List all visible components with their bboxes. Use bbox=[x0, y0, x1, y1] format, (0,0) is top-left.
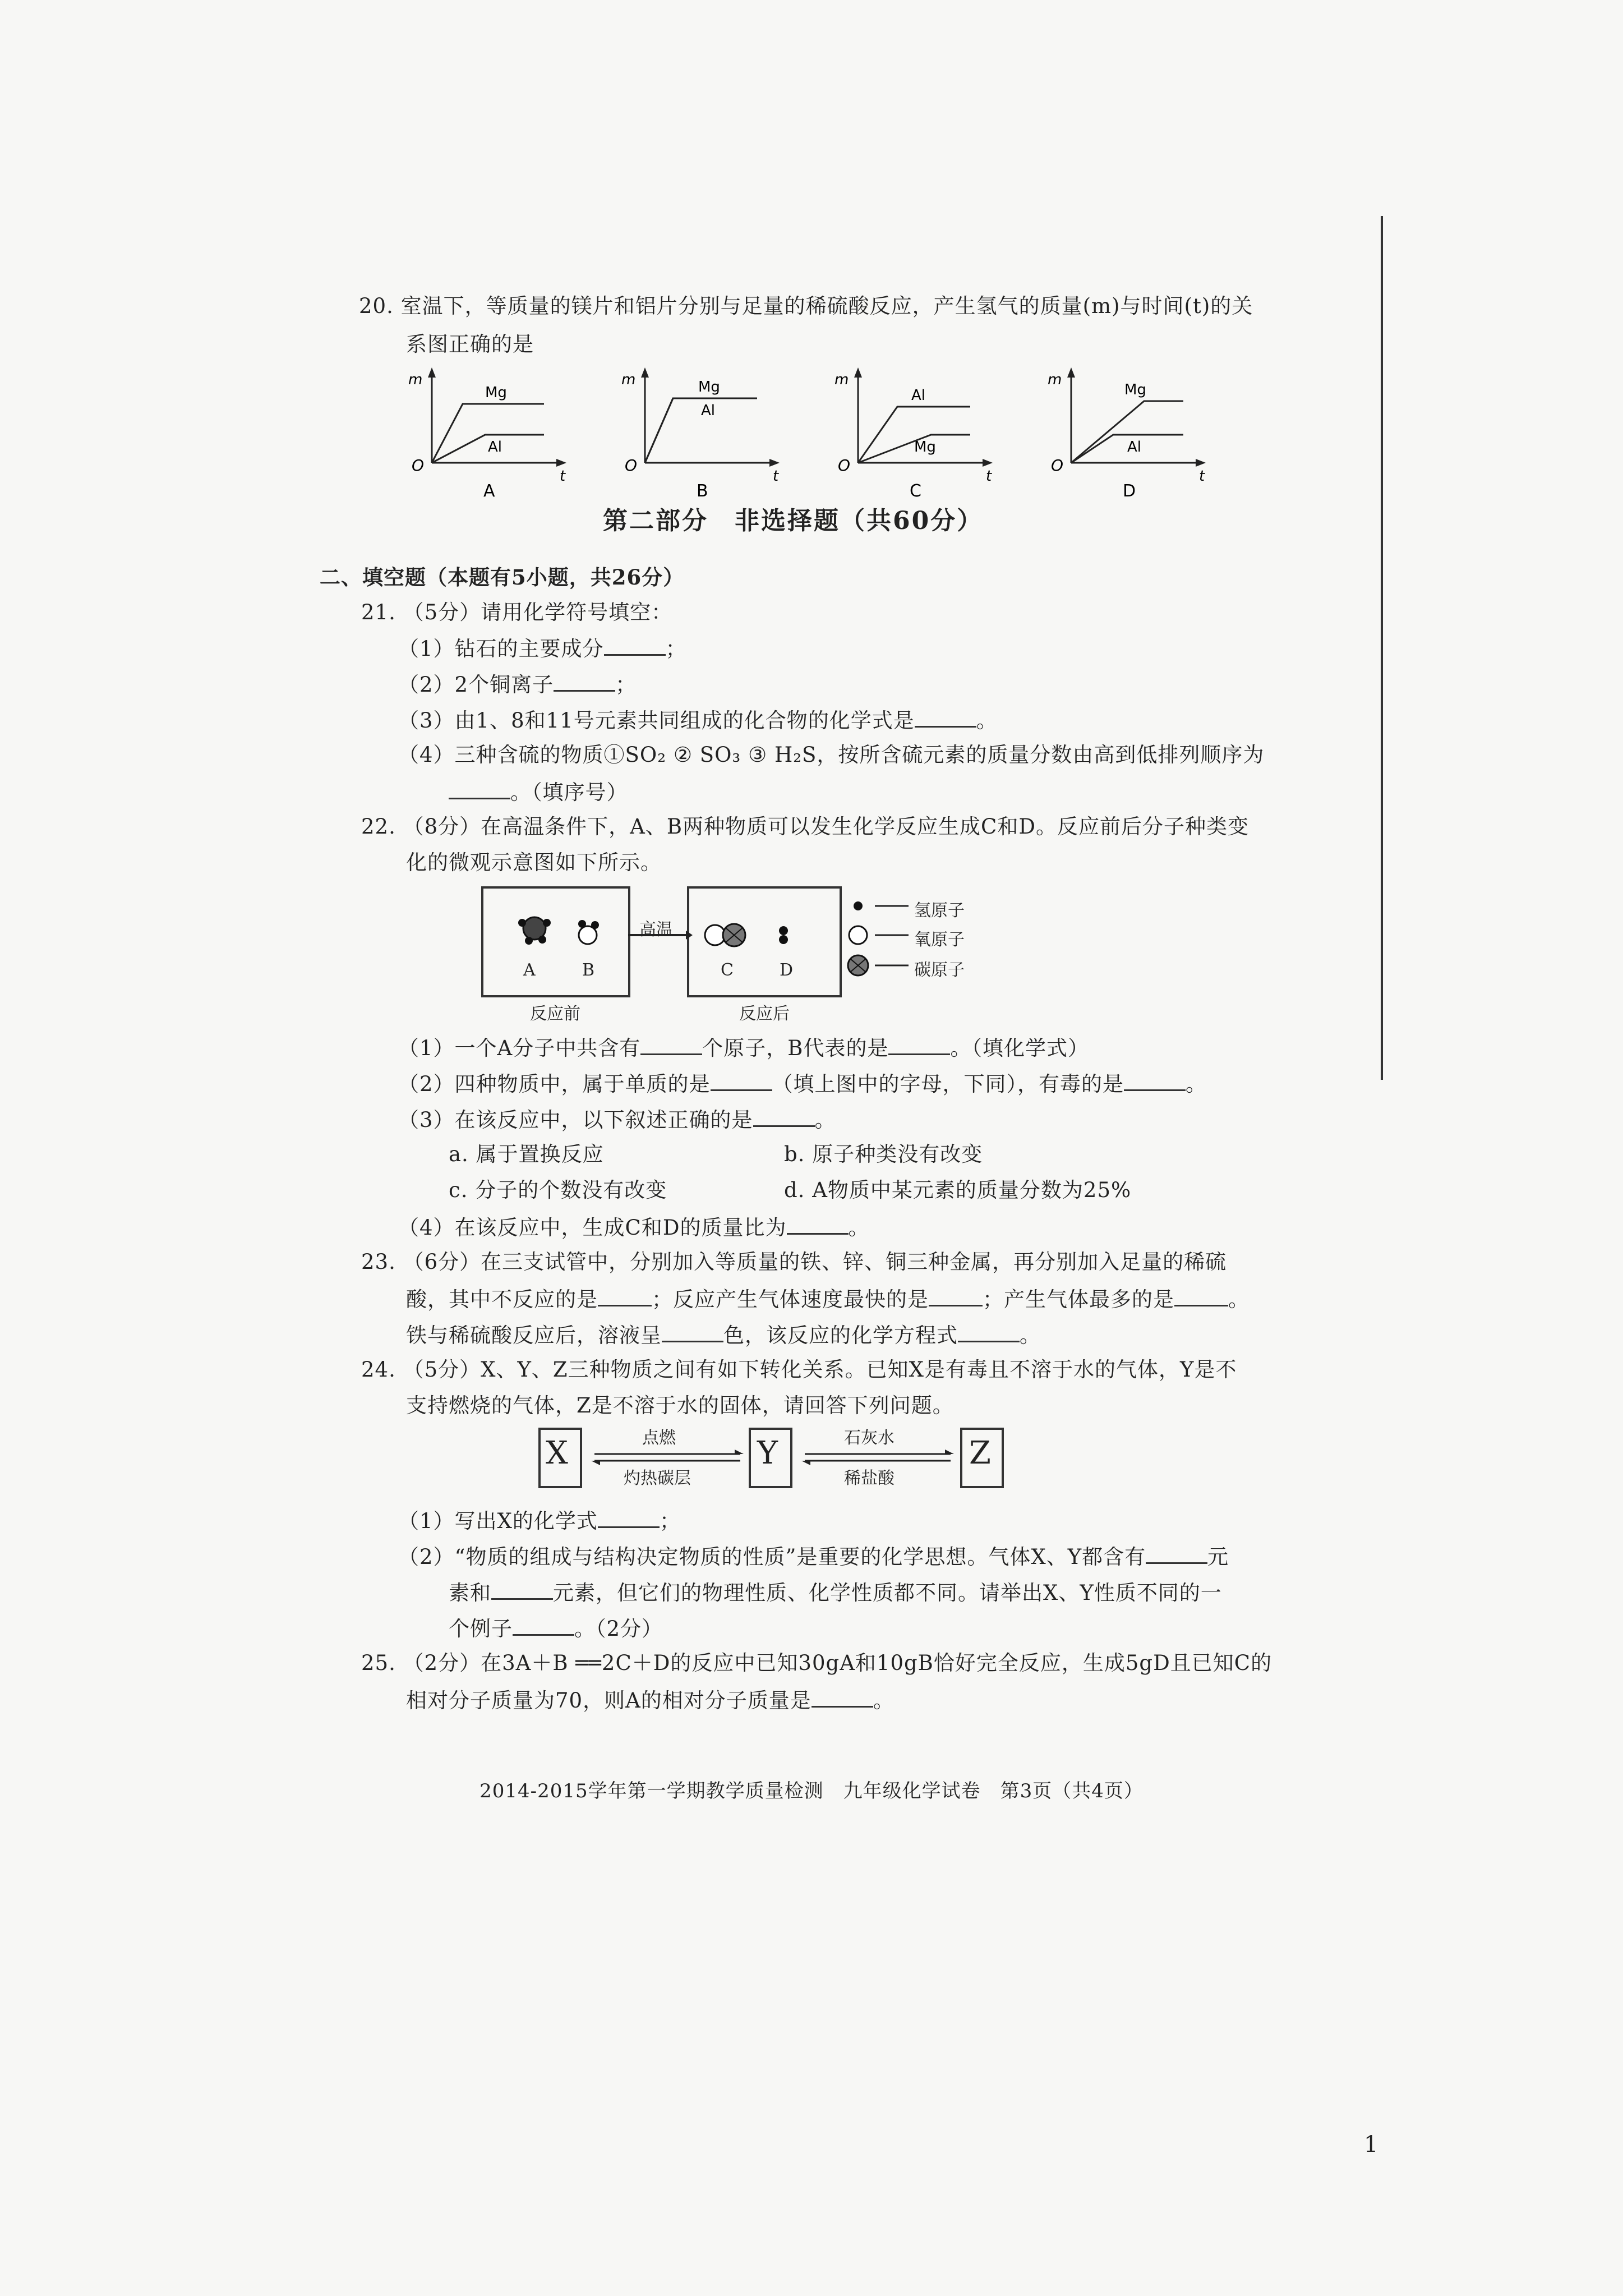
q21-item2: （2）2个铜离子 ； bbox=[398, 670, 637, 698]
graph-A bbox=[408, 367, 566, 501]
page-footer: 2014-2015学年第一学期教学质量检测 九年级化学试卷 第3页（共4页） bbox=[479, 1780, 1144, 1802]
arrow2-top: 石灰水 bbox=[844, 1428, 895, 1448]
q22-opt-a: a. 属于置换反应 bbox=[449, 1142, 604, 1166]
label-B: B bbox=[582, 960, 595, 980]
graph-D-x-label: t bbox=[1199, 468, 1205, 485]
q20-line2: 系图正确的是 bbox=[406, 332, 534, 356]
graph-A-origin: O bbox=[412, 456, 425, 475]
q22-sub2: （2）四种物质中，属于单质的是 （填上图中的字母，下同），有毒的是 。 bbox=[398, 1069, 1207, 1098]
q25-line1: 25. （2分）在3A＋B ══2C＋D的反应中已知30gA和10gB恰好完全反应，生成5gD且已知C的 bbox=[361, 1651, 1272, 1675]
q22-sub4: （4）在该反应中，生成C和D的质量比为 。 bbox=[398, 1213, 870, 1241]
graph-C-upper-label: Al bbox=[911, 387, 926, 404]
q22-line2: 化的微观示意图如下所示。 bbox=[406, 850, 662, 875]
graph-C bbox=[834, 367, 993, 501]
graph-B bbox=[621, 367, 780, 501]
q21-item4-line2: 。（填序号） bbox=[449, 777, 628, 806]
binding-line bbox=[1381, 216, 1383, 1080]
q21-item4-line1: （4）三种含硫的物质①SO₂ ② SO₃ ③ H₂S，按所含硫元素的质量分数由高到低排列顺序为 bbox=[398, 743, 1265, 767]
graph-A-caption: A bbox=[483, 481, 495, 501]
graph-C-lower-label: Mg bbox=[914, 439, 936, 455]
graph-D-upper-label: Mg bbox=[1124, 381, 1146, 398]
q21-head: 21. （5分）请用化学符号填空： bbox=[361, 600, 673, 624]
graph-B-lower-label: Al bbox=[701, 402, 716, 419]
q22-opt-c: c. 分子的个数没有改变 bbox=[449, 1178, 667, 1202]
box-z-label: Z bbox=[969, 1435, 991, 1471]
after-caption: 反应后 bbox=[739, 1004, 790, 1024]
section2-heading: 二、填空题（本题有5小题，共26分） bbox=[320, 565, 685, 590]
q22-opt-b: b. 原子种类没有改变 bbox=[784, 1142, 983, 1166]
q22-sub1: （1）一个A分子中共含有 个原子，B代表的是 。（填化学式） bbox=[398, 1033, 1089, 1062]
q23-line2: 酸，其中不反应的是 ；反应产生气体速度最快的是 ；产生气体最多的是 。 bbox=[406, 1285, 1249, 1313]
q21-item3: （3）由1、8和11号元素共同组成的化合物的化学式是 。 bbox=[398, 706, 998, 734]
graph-A-y-label: m bbox=[408, 371, 423, 388]
arrow1-bottom: 灼热碳层 bbox=[624, 1469, 691, 1488]
q24-sub2-line2: 素和 元素，但它们的物理性质、化学性质都不同。请举出X、Y性质不同的一 bbox=[449, 1578, 1222, 1607]
q21-item1: （1）钻石的主要成分 ； bbox=[398, 634, 687, 662]
graph-D-y-label: m bbox=[1048, 371, 1062, 388]
legend-hydrogen: 氢原子 bbox=[914, 901, 965, 921]
box-x-label: X bbox=[546, 1435, 568, 1471]
graph-B-caption: B bbox=[697, 481, 708, 501]
label-A: A bbox=[523, 960, 536, 980]
q24-sub2-line1: （2）“物质的组成与结构决定物质的性质”是重要的化学思想。气体X、Y都含有 元 bbox=[398, 1542, 1229, 1571]
part2-title: 第二部分 非选择题（共60分） bbox=[603, 507, 984, 535]
box-y-label: Y bbox=[757, 1435, 778, 1471]
q24-sub2-line3: 个例子 。（2分） bbox=[449, 1614, 663, 1642]
label-D: D bbox=[780, 960, 794, 980]
q20-line1: 20. 室温下，等质量的镁片和铝片分别与足量的稀硫酸反应，产生氢气的质量(m)与时间(t)的关 bbox=[359, 294, 1253, 318]
q22-line1: 22. （8分）在高温条件下，A、B两种物质可以发生化学反应生成C和D。反应前后分子种类变 bbox=[361, 815, 1249, 839]
graph-C-caption: C bbox=[910, 481, 921, 501]
label-C: C bbox=[721, 960, 734, 980]
q22-sub3: （3）在该反应中，以下叙述正确的是 。 bbox=[398, 1105, 836, 1134]
graph-A-lower-label: Al bbox=[488, 439, 502, 455]
arrow-label: 高温 bbox=[639, 920, 673, 940]
graph-D-lower-label: Al bbox=[1127, 439, 1142, 455]
q22-opt-d: d. A物质中某元素的质量分数为25% bbox=[784, 1178, 1132, 1202]
graph-D-origin: O bbox=[1051, 456, 1064, 475]
graph-D bbox=[1048, 367, 1206, 501]
graph-D-caption: D bbox=[1123, 481, 1136, 501]
arrow2-bottom: 稀盐酸 bbox=[844, 1469, 895, 1488]
legend-oxygen: 氧原子 bbox=[914, 930, 965, 950]
graph-C-y-label: m bbox=[834, 371, 849, 388]
q20-graphs bbox=[404, 362, 1525, 502]
graph-A-x-label: t bbox=[560, 468, 566, 485]
before-caption: 反应前 bbox=[530, 1004, 580, 1024]
graph-B-y-label: m bbox=[621, 371, 636, 388]
legend-carbon: 碳原子 bbox=[914, 960, 965, 980]
q24-line1: 24. （5分）X、Y、Z三种物质之间有如下转化关系。已知X是有毒且不溶于水的气体，Y是不 bbox=[361, 1358, 1237, 1382]
page-number: 1 bbox=[1364, 2132, 1378, 2157]
arrow1-top: 点燃 bbox=[642, 1428, 676, 1448]
graph-C-origin: O bbox=[838, 456, 851, 475]
graph-B-origin: O bbox=[625, 456, 638, 475]
q25-line2: 相对分子质量为70，则A的相对分子质量是 。 bbox=[406, 1686, 895, 1714]
q24-sub1: （1）写出X的化学式 ； bbox=[398, 1506, 681, 1535]
graph-A-upper-label: Mg bbox=[485, 384, 507, 401]
graph-B-x-label: t bbox=[773, 468, 779, 485]
q23-line3: 铁与稀硫酸反应后，溶液呈 色，该反应的化学方程式 。 bbox=[406, 1320, 1041, 1349]
q23-line1: 23. （6分）在三支试管中，分别加入等质量的铁、锌、铜三种金属，再分别加入足量的稀硫 bbox=[361, 1250, 1227, 1274]
graph-C-x-label: t bbox=[986, 468, 992, 485]
q24-line2: 支持燃烧的气体，Z是不溶于水的固体，请回答下列问题。 bbox=[406, 1393, 954, 1418]
graph-B-upper-label: Mg bbox=[698, 379, 720, 395]
